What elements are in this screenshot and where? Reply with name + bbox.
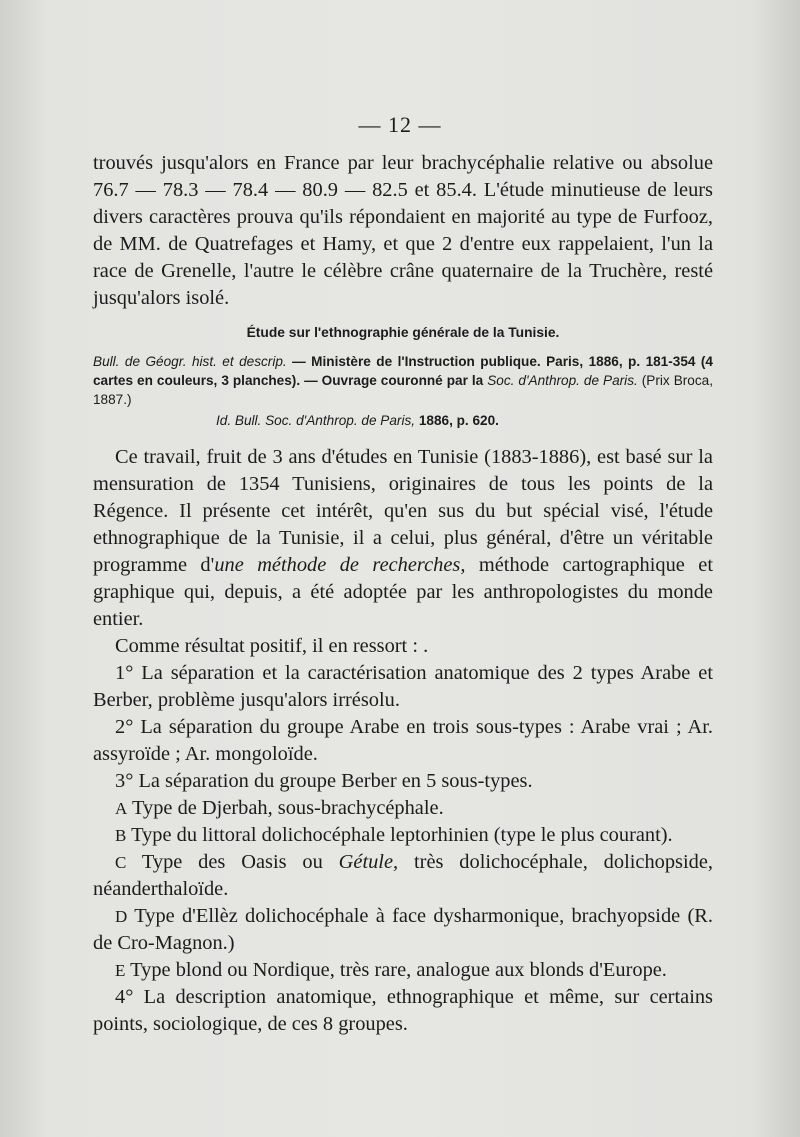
subtype-c bbox=[93, 849, 713, 903]
subtype-c-text-b: très dolichocéphale, dolichopside, néanderthaloïde. bbox=[93, 851, 713, 900]
subtype-d-letter: D bbox=[115, 907, 128, 926]
result-item-4: 4° La description anatomique, ethnographique et même, sur certains points, sociologique, de ces 8 groupes. bbox=[93, 986, 713, 1035]
subtype-b-letter: B bbox=[115, 826, 127, 845]
ref1-journal: Bull. de Géogr. hist. et descrip. bbox=[93, 354, 287, 369]
ref1-society: Soc. d'Anthrop. de Paris. bbox=[487, 373, 638, 388]
subtype-e-letter: E bbox=[115, 961, 126, 980]
subtype-d bbox=[93, 903, 713, 957]
subtype-e bbox=[93, 957, 713, 984]
ref1-rest2: (4 cartes en couleurs, 3 planches). — Ouvrage couronné par la bbox=[93, 354, 713, 388]
result-item-3: 3° La séparation du groupe Berber en 5 sous-types. bbox=[115, 770, 533, 792]
result-item-1: 1° La séparation et la caractérisation anatomique des 2 types Arabe et Berber, problème jusqu'alors irrésolu. bbox=[93, 662, 713, 711]
paragraph-2 bbox=[93, 444, 713, 633]
subtype-a bbox=[93, 795, 713, 822]
ref2-rest: 1886, p. 620. bbox=[415, 413, 499, 428]
body-text bbox=[93, 150, 713, 1038]
subtype-a-text: Type de Djerbah, sous-brachycéphale. bbox=[127, 797, 444, 819]
section-title: Étude sur l'ethnographie générale de la Tunisie. bbox=[246, 325, 560, 340]
subtype-e-text: Type blond ou Nordique, très rare, analogue aux blonds d'Europe. bbox=[125, 959, 667, 981]
ref1-rest1: — Ministère de l'Instruction publique. Paris, 1886, p. 181-354 bbox=[286, 354, 701, 369]
subtype-d-text: Type d'Ellèz dolichocéphale à face dysharmonique, brachyopside (R. de Cro-Magnon.) bbox=[93, 905, 713, 954]
reference-2 bbox=[93, 411, 713, 430]
paragraph-1: trouvés jusqu'alors en France par leur brachycéphalie relative ou absolue 76.7 — 78.3 — 78.4 — 80.9 — 82.5 et 85.4. L'étude minutieuse de leurs divers caractères prouva qu'ils répondaient en majorité au type de Furfooz, de MM. de Quatrefages et Hamy, et que 2 d'entre eux rappelaient, l'un la race de Grenelle, l'autre le célèbre crâne quaternaire de la Truchère, resté jusqu'alors isolé. bbox=[93, 152, 713, 309]
subtype-c-letter: C bbox=[115, 853, 127, 872]
reference-1 bbox=[93, 352, 713, 409]
subtype-b bbox=[93, 822, 713, 849]
subtype-a-letter: A bbox=[115, 799, 128, 818]
subtype-b-text: Type du littoral dolichocéphale leptorhinien (type le plus courant). bbox=[126, 824, 673, 846]
page-number: — 12 — bbox=[358, 112, 442, 137]
para2-text-b: méthode cartographique et graphique qui, depuis, a été adoptée par les anthropologistes du monde entier. bbox=[93, 554, 713, 630]
paragraph-3: Comme résultat positif, il en ressort : . bbox=[115, 635, 429, 657]
para2-italic: une méthode de recherches, bbox=[214, 554, 466, 576]
para2-text-a: Ce travail, fruit de 3 ans d'études en Tunisie (1883-1886), est basé sur la mensuration de 1354 Tunisiens, originaires de tous les points de la Régence. Il présente cet intérêt, qu'en sus du but spécial visé, l'étude ethnographique de la Tunisie, il a celui, plus général, d'être un véritable programme d' bbox=[93, 446, 713, 576]
subtype-c-italic: Gétule, bbox=[338, 851, 399, 873]
result-item-2: 2° La séparation du groupe Arabe en trois sous-types : Arabe vrai ; Ar. assyroïde ; Ar. mongoloïde. bbox=[93, 716, 713, 765]
ref1-prize: (Prix Broca, 1887.) bbox=[93, 373, 713, 407]
ref2-journal: Id. Bull. Soc. d'Anthrop. de Paris, bbox=[216, 413, 416, 428]
subtype-c-text-a: Type des Oasis ou bbox=[126, 851, 339, 873]
